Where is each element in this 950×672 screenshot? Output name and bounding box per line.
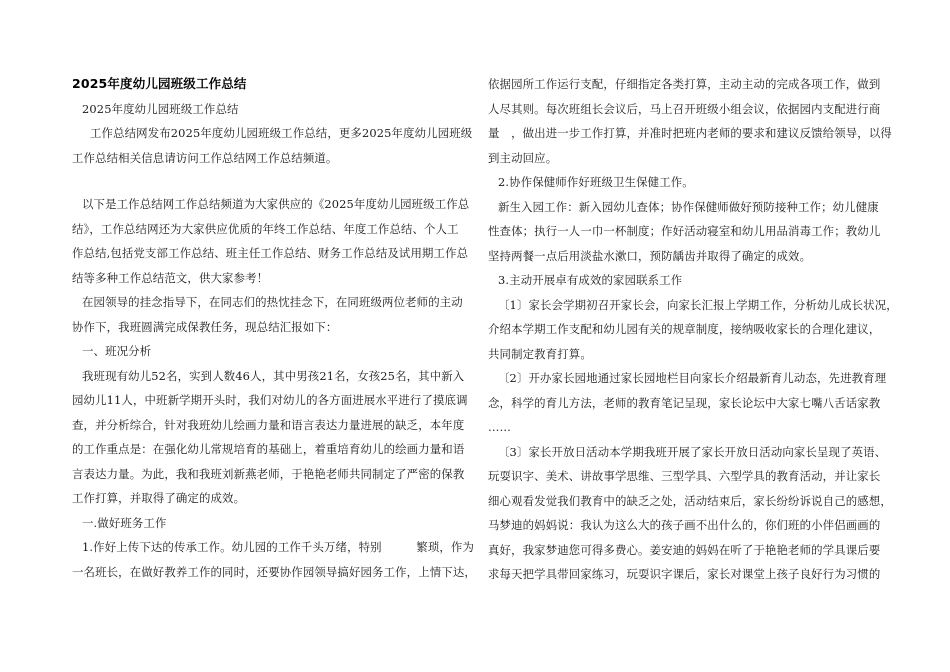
paragraph-line: 一名班长，在做好教养工作的同时，还要协作园领导搞好园务工作，上情下达，: [72, 564, 476, 579]
right-column: [488, 72, 898, 587]
paragraph-line: 作总结,包括党支部工作总结、班主任工作总结、财务工作总结及试用期工作总: [72, 246, 469, 260]
paragraph-line: 工作打算，并取得了确定的成效。: [72, 491, 246, 505]
paragraph-line: 依据园所工作运行支配，仔细指定各类打算，主动主动的完成各项工作，做到: [488, 77, 881, 91]
paragraph-line: 新生入园工作：新入园幼儿查体；协作保健师做好预防接种工作；幼儿健康: [498, 199, 879, 214]
section-heading: 3.主动开展卓有成效的家园联系工作: [498, 273, 683, 287]
section-heading: 一.做好班务工作: [82, 515, 167, 530]
paragraph-line: 马梦迪的妈妈说：我认为这么大的孩子画不出什么的，你们班的小伴侣画画的: [488, 518, 881, 532]
paragraph-line: 结》，工作总结网还为大家供应优质的年终工作总结、年度工作总结、个人工: [72, 221, 459, 236]
paragraph-line: 查，并分析综合，针对我班幼儿绘画力量和语言表达力量进展的缺乏，本年度: [72, 417, 465, 432]
paragraph-line: 〔1〕家长会学期初召开家长会，向家长汇报上学期工作，分析幼儿成长状况，: [498, 297, 898, 312]
paragraph-line: 以下是工作总结网工作总结频道为大家供应的《2025年度幼儿园班级工作总: [82, 197, 470, 211]
document-subtitle: 2025年度幼儿园班级工作总结: [82, 101, 239, 116]
paragraph-line: 坚持两餐一点后用淡盐水漱口，预防龋齿并取得了确定的成效。: [488, 248, 812, 263]
intro-line: 工作总结网发布2025年度幼儿园班级工作总结，更多2025年度幼儿园班级: [90, 126, 473, 140]
paragraph-line: 真好，我家梦迪您可得多费心。姜安迪的妈妈在听了于艳艳老师的学具课后要: [488, 542, 881, 557]
paragraph-line: 协作下，我班圆满完成保教任务，现总结汇报如下：: [72, 319, 338, 334]
paragraph-line: 性查体；执行一人一巾一杯制度；作好活动寝室和幼儿用品消毒工作；教幼儿: [488, 224, 881, 238]
paragraph-line: 结等多种工作总结范文，供大家参考！: [72, 270, 269, 285]
paragraph-line: 介绍本学期工作支配和幼儿园有关的规章制度，接纳吸收家长的合理化建议，: [488, 322, 881, 336]
paragraph-line: 1.作好上传下达的传承工作。幼儿园的工作千头万绪，特别 繁琐，作为: [82, 540, 475, 554]
paragraph-line: 我班现有幼儿52名，实到人数46人，其中男孩21名，女孩25名，其中新入: [82, 368, 465, 383]
paragraph-line: 到主动回应。: [488, 150, 558, 165]
document-title: 2025年度幼儿园班级工作总结: [72, 76, 247, 91]
paragraph-line: 玩耍识字、美术、讲故事学思维、三型学具、六型学具的教育活动，并让家长: [488, 469, 881, 483]
paragraph-line: ……: [488, 420, 512, 434]
paragraph-line: 求每天把学具带回家练习，玩耍识字课后，家长对课堂上孩子良好行为习惯的: [488, 567, 881, 581]
paragraph-line: 园幼儿11人，中班新学期开头时，我们对幼儿的各方面进展水平进行了摸底调: [72, 393, 468, 407]
paragraph-line: 量 ，做出进一步工作打算，并准时把班内老师的要求和建议反馈给领导，以得: [488, 126, 892, 140]
intro-line: 工作总结相关信息请访问工作总结网工作总结频道。: [72, 150, 338, 165]
paragraph-line: 细心观看发觉我们教育中的缺乏之处，活动结束后，家长纷纷诉说自己的感想，: [488, 493, 892, 508]
paragraph-line: 念，科学的育儿方法，老师的教育笔记呈现，家长论坛中大家七嘴八舌话家教: [488, 395, 881, 410]
section-heading: 2.协作保健师作好班级卫生保健工作。: [498, 175, 694, 189]
left-column: [72, 72, 476, 584]
paragraph-line: 在园领导的挂念指导下，在同志们的热忱挂念下，在同班级两位老师的主动: [82, 295, 463, 309]
paragraph-line: 人尽其则。每次班组长会议后，马上召开班级小组会议，依据园内支配进行商: [488, 101, 881, 116]
paragraph-line: 共同制定教育打算。: [488, 346, 592, 361]
paragraph-line: 〔2〕开办家长园地通过家长园地栏目向家长介绍最新育儿动态，先进教育理: [498, 371, 887, 385]
section-heading: 一、班况分析: [82, 344, 152, 358]
paragraph-gap: [72, 170, 464, 192]
paragraph-line: 言表达力量。为此，我和我班刘新燕老师，于艳艳老师共同制定了严密的保教: [72, 466, 465, 481]
paragraph-line: 〔3〕家长开放日活动本学期我班开展了家长开放日活动向家长呈现了英语、: [498, 444, 887, 459]
paragraph-line: 的工作重点是：在强化幼儿常规培育的基础上，着重培育幼儿的绘画力量和语: [72, 442, 465, 456]
